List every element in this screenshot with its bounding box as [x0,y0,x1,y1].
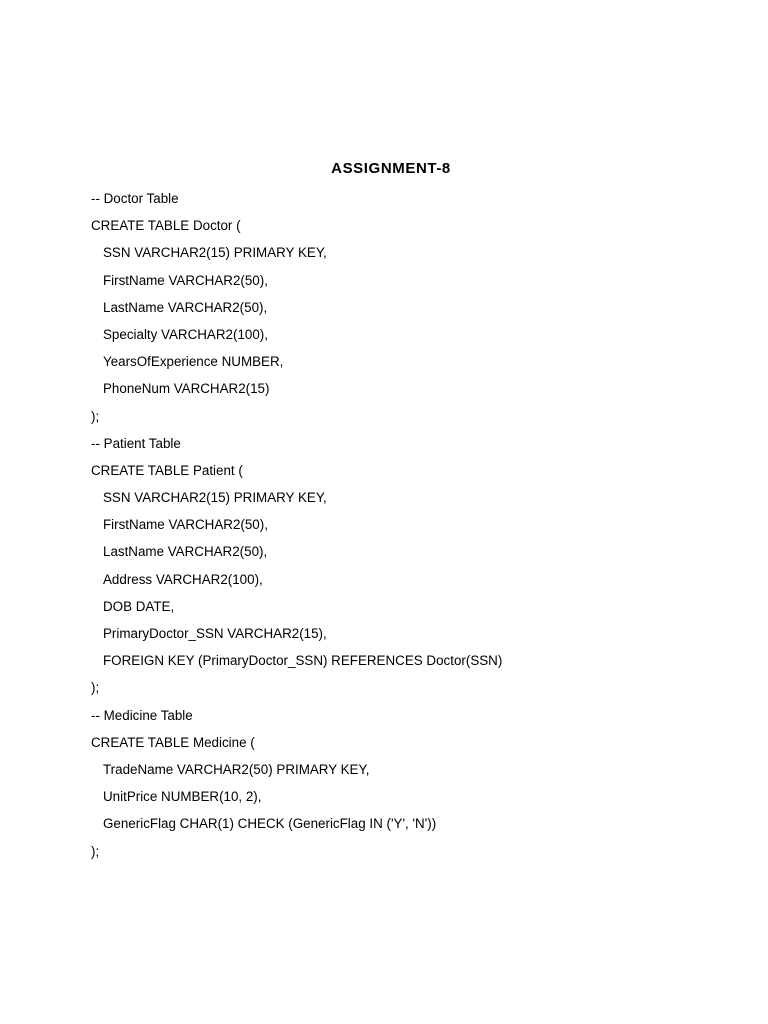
code-line: CREATE TABLE Patient ( [91,462,243,478]
code-line: FirstName VARCHAR2(50), [103,517,268,533]
code-line: -- Patient Table [91,435,181,451]
code-line: FOREIGN KEY (PrimaryDoctor_SSN) REFERENCES Doctor(SSN) [103,653,503,669]
code-line: YearsOfExperience NUMBER, [103,354,284,370]
code-line: PhoneNum VARCHAR2(15) [103,381,270,397]
code-line: ); [91,843,100,859]
code-line: FirstName VARCHAR2(50), [103,272,268,288]
code-line: Specialty VARCHAR2(100), [103,326,268,342]
code-line: TradeName VARCHAR2(50) PRIMARY KEY, [103,761,370,777]
code-line: SSN VARCHAR2(15) PRIMARY KEY, [103,245,327,261]
code-line: ); [91,680,100,696]
code-line: SSN VARCHAR2(15) PRIMARY KEY, [103,490,327,506]
code-line: ); [91,408,100,424]
code-line: -- Doctor Table [91,191,179,206]
code-line: PrimaryDoctor_SSN VARCHAR2(15), [103,626,327,641]
code-line: CREATE TABLE Medicine ( [91,734,255,750]
code-line: UnitPrice NUMBER(10, 2), [103,789,262,805]
code-line: LastName VARCHAR2(50), [103,544,268,560]
code-line: LastName VARCHAR2(50), [103,299,268,315]
sql-code-block [91,190,728,870]
code-line: -- Medicine Table [91,707,193,723]
code-line: Address VARCHAR2(100), [103,571,263,587]
code-line: DOB DATE, [103,598,175,614]
code-line: CREATE TABLE Doctor ( [91,218,241,234]
code-line: GenericFlag CHAR(1) CHECK (GenericFlag IN ('Y', 'N')) [103,816,437,832]
page-title: ASSIGNMENT-8 [331,160,451,177]
